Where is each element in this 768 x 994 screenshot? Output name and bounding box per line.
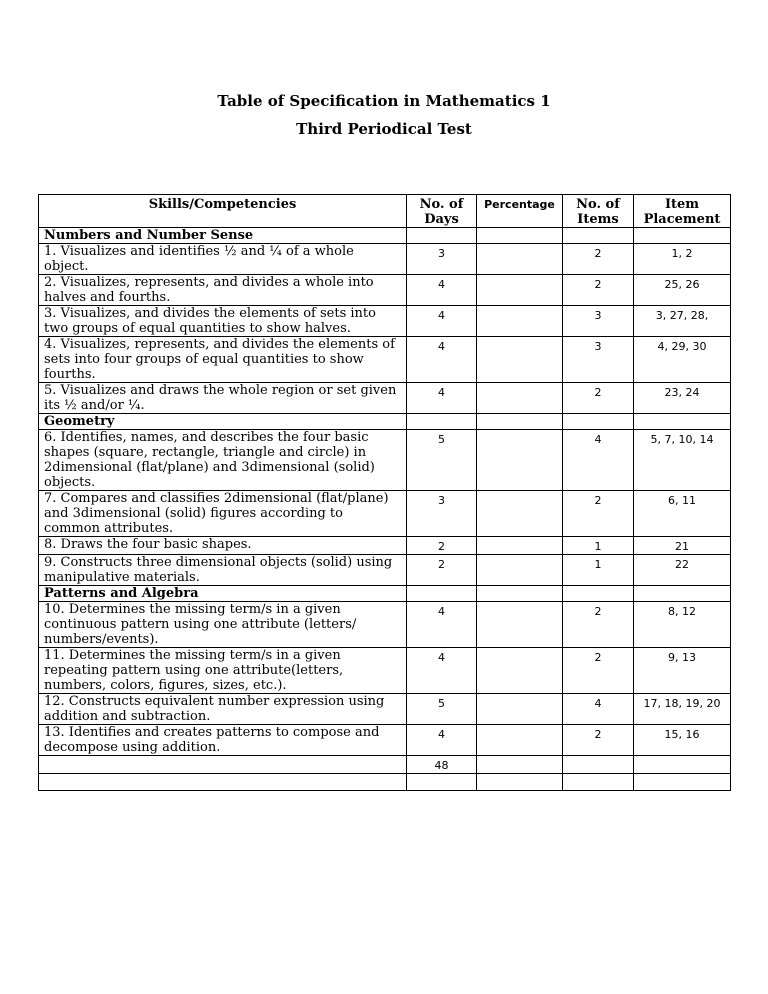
table-body	[39, 228, 731, 791]
items-cell	[563, 774, 634, 791]
table-row	[39, 306, 731, 337]
percentage-cell	[477, 228, 563, 244]
items-cell: 2	[563, 648, 634, 694]
skill-cell: 1. Visualizes and identifies ½ and ¼ of a whole object.	[39, 244, 407, 275]
table-row	[39, 275, 731, 306]
section-row	[39, 586, 731, 602]
percentage-cell	[477, 602, 563, 648]
placement-cell: 15, 16	[634, 725, 731, 756]
items-cell: 2	[563, 275, 634, 306]
table-row	[39, 774, 731, 791]
percentage-cell	[477, 244, 563, 275]
document-title: Table of Specification in Mathematics 1	[217, 92, 551, 110]
skill-cell: 10. Determines the missing term/s in a given continuous pattern using one attribute (letters/ numbers/events).	[39, 602, 407, 648]
items-cell: 1	[563, 537, 634, 555]
skill-cell	[39, 756, 407, 774]
specification-table	[38, 194, 731, 791]
items-cell: 2	[563, 491, 634, 537]
document-subtitle: Third Periodical Test	[296, 120, 472, 138]
days-cell: 3	[407, 491, 477, 537]
days-cell	[407, 228, 477, 244]
percentage-cell	[477, 414, 563, 430]
skill-cell: 4. Visualizes, represents, and divides the elements of sets into four groups of equal quantities to show fourths.	[39, 337, 407, 383]
placement-cell: 4, 29, 30	[634, 337, 731, 383]
placement-cell: 5, 7, 10, 14	[634, 430, 731, 491]
days-cell	[407, 586, 477, 602]
percentage-cell	[477, 694, 563, 725]
items-cell: 3	[563, 306, 634, 337]
header-percentage: Percentage	[477, 195, 563, 228]
items-cell: 2	[563, 725, 634, 756]
days-cell: 4	[407, 648, 477, 694]
items-cell	[563, 586, 634, 602]
placement-cell: 8, 12	[634, 602, 731, 648]
percentage-cell	[477, 275, 563, 306]
percentage-cell	[477, 756, 563, 774]
header-days: No. of Days	[407, 195, 477, 228]
percentage-cell	[477, 648, 563, 694]
days-cell: 4	[407, 725, 477, 756]
items-cell	[563, 756, 634, 774]
placement-cell: 25, 26	[634, 275, 731, 306]
skill-cell: Numbers and Number Sense	[39, 228, 407, 244]
skill-cell: Geometry	[39, 414, 407, 430]
percentage-cell	[477, 337, 563, 383]
days-cell: 2	[407, 537, 477, 555]
table-row	[39, 383, 731, 414]
percentage-cell	[477, 537, 563, 555]
skill-cell: 2. Visualizes, represents, and divides a whole into halves and fourths.	[39, 275, 407, 306]
placement-cell: 6, 11	[634, 491, 731, 537]
header-placement: Item Placement	[634, 195, 731, 228]
days-cell: 2	[407, 555, 477, 586]
table-row	[39, 244, 731, 275]
items-cell: 2	[563, 383, 634, 414]
days-cell	[407, 414, 477, 430]
days-cell: 4	[407, 602, 477, 648]
table-row	[39, 555, 731, 586]
percentage-cell	[477, 725, 563, 756]
items-cell: 3	[563, 337, 634, 383]
placement-cell: 23, 24	[634, 383, 731, 414]
table-header-row	[39, 195, 731, 228]
placement-cell: 1, 2	[634, 244, 731, 275]
skill-cell: 13. Identifies and creates patterns to compose and decompose using addition.	[39, 725, 407, 756]
table-row	[39, 648, 731, 694]
items-cell: 2	[563, 244, 634, 275]
skill-cell: 3. Visualizes, and divides the elements of sets into two groups of equal quantities to show halves.	[39, 306, 407, 337]
header-skills: Skills/Competencies	[39, 195, 407, 228]
skill-cell: 12. Constructs equivalent number expression using addition and subtraction.	[39, 694, 407, 725]
skill-cell	[39, 774, 407, 791]
table-row	[39, 694, 731, 725]
days-cell: 3	[407, 244, 477, 275]
section-row	[39, 414, 731, 430]
table-row	[39, 491, 731, 537]
placement-cell	[634, 414, 731, 430]
days-cell: 4	[407, 306, 477, 337]
items-cell	[563, 228, 634, 244]
section-row	[39, 228, 731, 244]
placement-cell: 3, 27, 28,	[634, 306, 731, 337]
skill-cell: 8. Draws the four basic shapes.	[39, 537, 407, 555]
days-cell: 5	[407, 430, 477, 491]
placement-cell: 9, 13	[634, 648, 731, 694]
items-cell	[563, 414, 634, 430]
percentage-cell	[477, 383, 563, 414]
days-cell: 4	[407, 383, 477, 414]
placement-cell	[634, 774, 731, 791]
items-cell: 4	[563, 430, 634, 491]
skill-cell: 11. Determines the missing term/s in a given repeating pattern using one attribute(letters, numbers, colors, figures, sizes, etc.).	[39, 648, 407, 694]
table-row	[39, 337, 731, 383]
percentage-cell	[477, 306, 563, 337]
skill-cell: Patterns and Algebra	[39, 586, 407, 602]
skill-cell: 6. Identifies, names, and describes the four basic shapes (square, rectangle, triangle and circle) in 2dimensional (flat/plane) and 3dimensional (solid) objects.	[39, 430, 407, 491]
header-items: No. of Items	[563, 195, 634, 228]
days-cell: 4	[407, 275, 477, 306]
percentage-cell	[477, 774, 563, 791]
days-cell: 5	[407, 694, 477, 725]
items-cell: 2	[563, 602, 634, 648]
table-row	[39, 537, 731, 555]
percentage-cell	[477, 555, 563, 586]
percentage-cell	[477, 586, 563, 602]
percentage-cell	[477, 430, 563, 491]
placement-cell	[634, 586, 731, 602]
table-row	[39, 602, 731, 648]
table-row	[39, 430, 731, 491]
table-row	[39, 756, 731, 774]
skill-cell: 5. Visualizes and draws the whole region or set given its ½ and/or ¼.	[39, 383, 407, 414]
days-cell: 48	[407, 756, 477, 774]
days-cell: 4	[407, 337, 477, 383]
percentage-cell	[477, 491, 563, 537]
placement-cell: 22	[634, 555, 731, 586]
placement-cell: 21	[634, 537, 731, 555]
items-cell: 1	[563, 555, 634, 586]
table-row	[39, 725, 731, 756]
placement-cell	[634, 756, 731, 774]
placement-cell: 17, 18, 19, 20	[634, 694, 731, 725]
skill-cell: 9. Constructs three dimensional objects (solid) using manipulative materials.	[39, 555, 407, 586]
days-cell	[407, 774, 477, 791]
placement-cell	[634, 228, 731, 244]
skill-cell: 7. Compares and classifies 2dimensional (flat/plane) and 3dimensional (solid) figures according to common attributes.	[39, 491, 407, 537]
items-cell: 4	[563, 694, 634, 725]
